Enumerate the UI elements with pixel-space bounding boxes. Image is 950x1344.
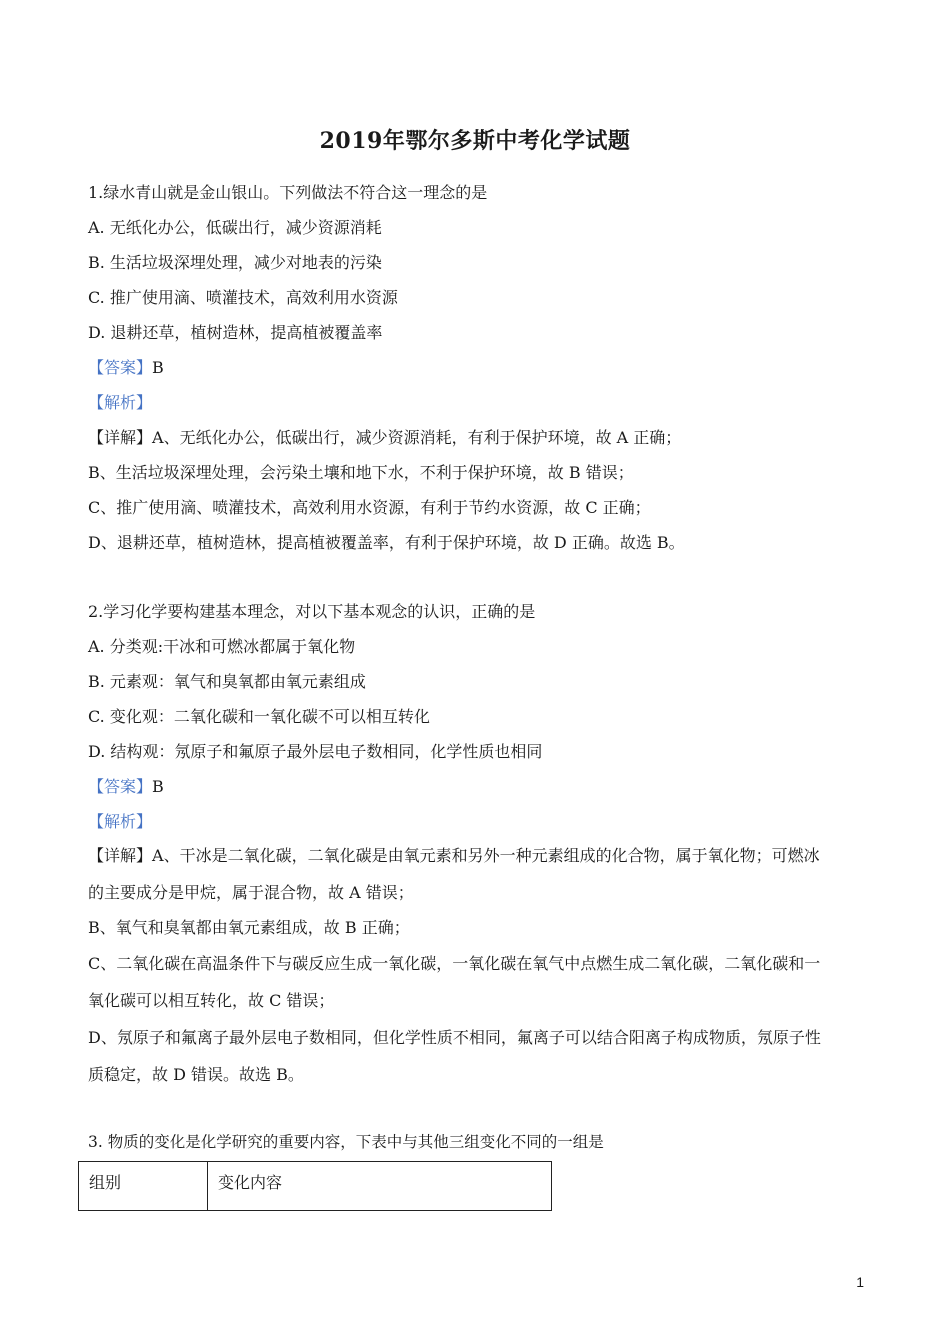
q2-option-a: A. 分类观:干冰和可燃冰都属于氧化物 xyxy=(88,637,356,656)
q1-detail-text: A、无纸化办公，低碳出行，减少资源消耗，有利于保护环境，故 A 正确； xyxy=(152,428,682,447)
q2-detail-line-7: 质稳定，故 D 错误。故选 B。 xyxy=(88,1065,304,1084)
q1-detail-tag: 【详解】 xyxy=(88,428,153,447)
q2-detail-line-4: C、二氧化碳在高温条件下与碳反应生成一氧化碳，一氧化碳在氧气中点燃生成二氧化碳，二氧化碳和一 xyxy=(88,954,821,973)
table-header-change: 变化内容 xyxy=(208,1162,552,1211)
q1-stem: 1.绿水青山就是金山银山。下列做法不符合这一理念的是 xyxy=(88,183,488,202)
q2-analysis-tag: 【解析】 xyxy=(88,812,153,831)
q2-answer-tag: 【答案】 xyxy=(88,777,153,796)
q1-option-c: C. 推广使用滴、喷灌技术，高效利用水资源 xyxy=(88,288,398,307)
q1-option-a: A. 无纸化办公，低碳出行，减少资源消耗 xyxy=(88,218,382,237)
q2-detail-line-1 xyxy=(88,845,868,867)
q1-option-b: B. 生活垃圾深埋处理，减少对地表的污染 xyxy=(88,253,382,272)
q1-answer-tag: 【答案】 xyxy=(88,358,153,377)
q1-detail-line-1 xyxy=(88,427,868,449)
q2-detail-tag: 【详解】 xyxy=(88,846,153,865)
q1-answer: B xyxy=(152,358,164,377)
q1-detail-line-2: B、生活垃圾深埋处理，会污染土壤和地下水，不利于保护环境，故 B 错误； xyxy=(88,463,634,482)
q3-table xyxy=(78,1161,552,1211)
q1-analysis-tag: 【解析】 xyxy=(88,393,153,412)
q3-stem: 3. 物质的变化是化学研究的重要内容，下表中与其他三组变化不同的一组是 xyxy=(88,1133,604,1151)
q2-answer: B xyxy=(152,777,164,796)
q2-option-b: B. 元素观：氧气和臭氧都由氧元素组成 xyxy=(88,672,366,691)
q2-detail-line-6: D、氖原子和氟离子最外层电子数相同，但化学性质不相同，氟离子可以结合阳离子构成物质，氖原子性 xyxy=(88,1028,821,1047)
page-title: 2019年鄂尔多斯中考化学试题 xyxy=(319,128,631,154)
q1-answer-line xyxy=(88,357,868,379)
q1-detail-line-4: D、退耕还草，植树造林，提高植被覆盖率，有利于保护环境，故 D 正确。故选 B。 xyxy=(88,533,685,552)
q2-option-d: D. 结构观：氖原子和氟原子最外层电子数相同，化学性质也相同 xyxy=(88,742,543,761)
q2-detail-text: A、干冰是二氧化碳，二氧化碳是由氧元素和另外一种元素组成的化合物，属于氧化物；可燃冰 xyxy=(152,846,820,865)
page-number: 1 xyxy=(856,1274,864,1290)
q2-detail-line-2: 的主要成分是甲烷，属于混合物，故 A 错误； xyxy=(88,883,414,902)
table-header-group: 组别 xyxy=(79,1162,208,1211)
q2-stem: 2.学习化学要构建基本理念，对以下基本观念的认识，正确的是 xyxy=(88,602,536,621)
q2-detail-line-3: B、氧气和臭氧都由氧元素组成，故 B 正确； xyxy=(88,918,410,937)
q2-answer-line xyxy=(88,776,868,798)
table-header-row xyxy=(79,1162,552,1211)
q1-option-d: D. 退耕还草，植树造林，提高植被覆盖率 xyxy=(88,323,383,342)
q2-detail-line-5: 氧化碳可以相互转化，故 C 错误； xyxy=(88,991,335,1010)
q2-option-c: C. 变化观：二氧化碳和一氧化碳不可以相互转化 xyxy=(88,707,430,726)
q1-detail-line-3: C、推广使用滴、喷灌技术，高效利用水资源，有利于节约水资源，故 C 正确； xyxy=(88,498,651,517)
